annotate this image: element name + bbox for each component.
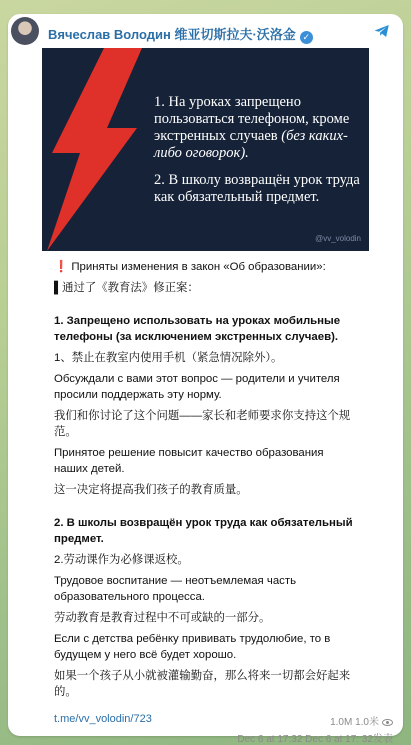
post-meta [237,713,393,745]
banner-item-1: 1. На уроках запрещено пользоваться телефоном, кроме экстренных случаев [154,94,350,144]
post-header [8,14,403,48]
telegram-icon[interactable] [373,22,391,40]
paragraph-5-zh: 劳动教育是教育过程中不可或缺的一部分。 [54,612,271,624]
channel-name-text[interactable]: Вячеслав Володин 维亚切斯拉夫·沃洛金 [48,27,296,42]
verified-icon: ✓ [300,31,313,44]
paragraph-3-zh: 这一决定将提高我们孩子的教育质量。 [54,484,248,496]
post-card [8,14,403,745]
point-2-zh: 2.劳动课作为必修课返校。 [54,554,189,566]
banner-item-2: 2. В школу возвращён урок труда как обязательный предмет. [154,172,360,205]
paragraph-5-ru: Трудовое воспитание — неотъемлемая часть образовательного процесса. [54,575,297,603]
channel-avatar[interactable] [11,17,39,45]
view-count [237,713,393,728]
paragraph-6-zh: 如果一个孩子从小就被灌输勤奋，那么将来一切都会好起来的。 [54,670,351,698]
paragraph-2-ru: Обсуждали с вами этот вопрос — родители и учителя просили поддержать эту норму. [54,373,340,401]
point-1-zh: 1、禁止在教室内使用手机（紧急情况除外）。 [54,352,283,364]
eye-icon [382,719,393,726]
intro-zh: ▌通过了《教育法》修正案： [54,282,199,294]
banner-watermark: @vv_volodin [315,234,361,243]
post-text [54,259,354,705]
paragraph-2-zh: 我们和你讨论了这个问题——家长和老师要求你支持这个规范。 [54,410,351,438]
post-image[interactable] [42,48,369,251]
point-1-title: 1. Запрещено использовать на уроках мобильные телефоны (за исключением экстренных случаев). [54,315,341,343]
banner-text [154,94,364,206]
post-date[interactable]: Dec 6 at 17:32 Dec 6 at 17: 32发表 [237,734,393,745]
intro-ru: ❗ Приняты изменения в закон «Об образовании»: [54,261,326,273]
channel-name[interactable] [48,24,313,44]
paragraph-6-ru: Если с детства ребёнку прививать трудолюбие, то в будущем у него всё будет хорошо. [54,633,331,661]
banner-item-1-note: (без каких-либо оговорок). [154,128,348,161]
view-count-text: 1.0M 1.0米 [330,717,379,728]
post-link[interactable]: t.me/vv_volodin/723 [54,713,152,725]
paragraph-3-ru: Принятое решение повысит качество образования наших детей. [54,447,324,475]
point-2-title: 2. В школы возвращён урок труда как обязательный предмет. [54,517,353,545]
